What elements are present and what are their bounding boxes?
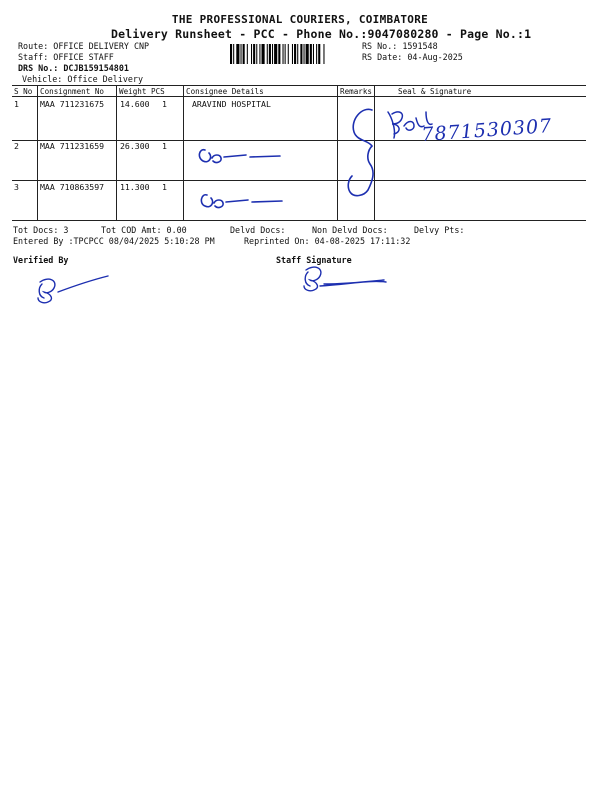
row2-consignment: MAA 711231659 (40, 141, 105, 151)
reprinted-on: Reprinted On: 04-08-2025 17:11:32 (244, 236, 411, 246)
vehicle-label: Vehicle: Office Delivery (22, 74, 144, 84)
row1-weight: 14.600 (120, 99, 150, 109)
tot-docs: Tot Docs: 3 (13, 225, 69, 235)
header-weight-pcs: Weight PCS (119, 87, 165, 96)
row3-weight: 11.300 (120, 182, 150, 192)
row2-pcs: 1 (162, 141, 167, 151)
row1-pcs: 1 (162, 99, 167, 109)
drs-number: DRS No.: DCJB159154801 (18, 63, 129, 73)
header-consignee: Consignee Details (186, 87, 264, 96)
non-delvd-docs: Non Delvd Docs: (312, 225, 388, 235)
header-remarks: Remarks (340, 87, 373, 96)
route-label: Route: OFFICE DELIVERY CNP (18, 41, 150, 51)
entered-by: Entered By :TPCPCC 08/04/2025 5:10:28 PM (13, 236, 215, 246)
header-sno: S No (14, 87, 33, 96)
handwritten-phone: 7871530307 (420, 114, 553, 146)
delvy-pts: Delvy Pts: (414, 225, 465, 235)
staff-label: Staff: OFFICE STAFF (18, 52, 114, 62)
header-seal-signature: Seal & Signature (398, 87, 472, 96)
staff-signature-mark (304, 267, 386, 291)
row3-pcs: 1 (162, 182, 167, 192)
tot-cod-amt: Tot COD Amt: 0.00 (101, 225, 187, 235)
verified-by-label: Verified By (13, 255, 69, 265)
header-consignment: Consignment No (40, 87, 105, 96)
row2-weight: 26.300 (120, 141, 150, 151)
company-title: THE PROFESSIONAL COURIERS, COIMBATORE (171, 13, 429, 26)
rs-date: RS Date: 04-Aug-2025 (362, 52, 463, 62)
delvd-docs: Delvd Docs: (230, 225, 286, 235)
row1-consignee: ARAVIND HOSPITAL (192, 99, 271, 109)
staff-signature-label: Staff Signature (276, 255, 352, 265)
row2-sno: 2 (14, 141, 19, 151)
runsheet-subtitle: Delivery Runsheet - PCC - Phone No.:9047080280 - Page No.:1 (111, 27, 532, 41)
barcode-image (230, 44, 356, 64)
verified-by-signature (38, 276, 108, 303)
runsheet-table (12, 85, 586, 221)
rs-number: RS No.: 1591548 (362, 41, 438, 51)
row1-consignment: MAA 711231675 (40, 99, 105, 109)
row3-sno: 3 (14, 182, 19, 192)
row3-consignment: MAA 710863597 (40, 182, 105, 192)
row1-sno: 1 (14, 99, 19, 109)
